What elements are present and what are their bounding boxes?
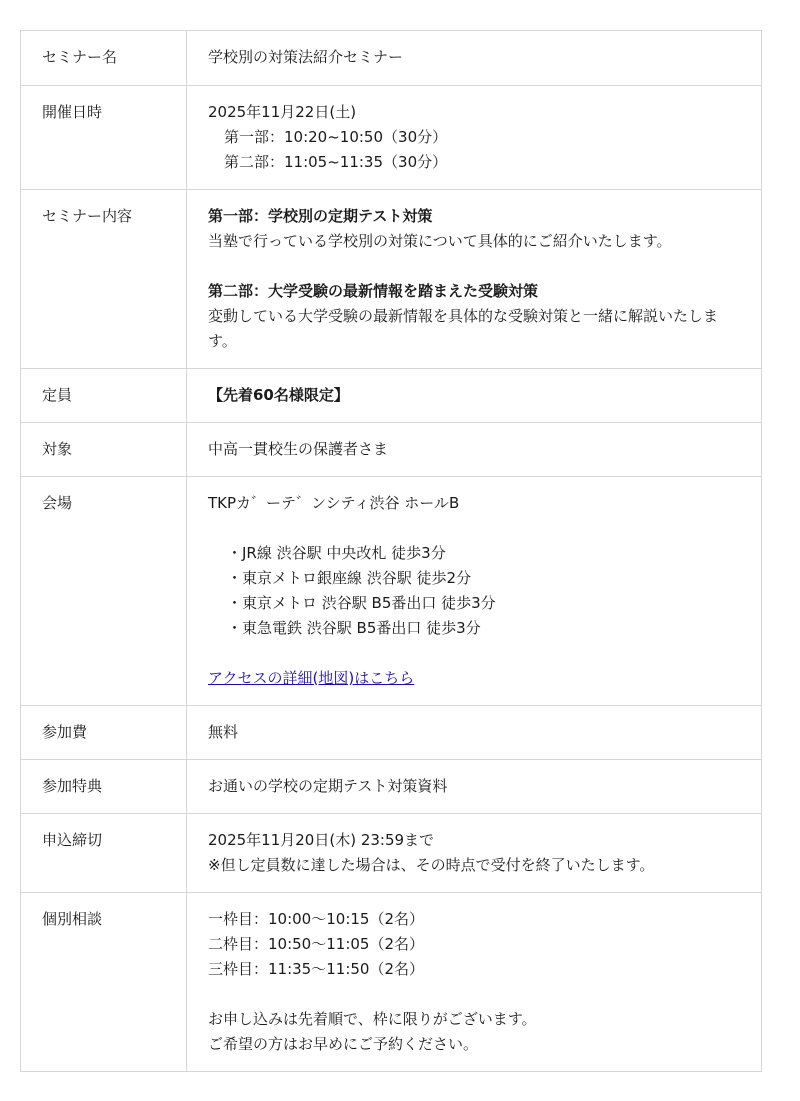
- row-bonus: [21, 760, 762, 814]
- consult-slot: 一枠目：10:00〜10:15（2名）: [208, 910, 424, 928]
- access-map-link[interactable]: アクセスの詳細(地図)はこちら: [208, 669, 415, 687]
- access-item: ・東急電鉄 渋谷駅 B5番出口 徒歩3分: [227, 619, 481, 637]
- label-target: 対象: [21, 423, 187, 477]
- consult-slot: 三枠目：11:35〜11:50（2名）: [208, 960, 424, 978]
- row-content: [21, 190, 762, 369]
- row-seminar-name: [21, 31, 762, 86]
- session-1-description: 当塾で行っている学校別の対策について具体的にご紹介いたします。: [208, 232, 672, 250]
- value-consultation: [187, 893, 762, 1072]
- session-2-description: 変動している大学受験の最新情報を具体的な受験対策と一緒に解説いたします。: [208, 307, 719, 350]
- label-content: セミナー内容: [21, 190, 187, 369]
- access-item: ・東京メトロ 渋谷駅 B5番出口 徒歩3分: [227, 594, 496, 612]
- label-seminar-name: セミナー名: [21, 31, 187, 86]
- access-item: ・東京メトロ銀座線 渋谷駅 徒歩2分: [227, 569, 472, 587]
- row-target: [21, 423, 762, 477]
- deadline-note: ※但し定員数に達した場合は、その時点で受付を終了いたします。: [208, 856, 655, 874]
- label-venue: 会場: [21, 477, 187, 706]
- venue-name: TKPカ゛ーテ゛ンシティ渋谷 ホールB: [208, 494, 460, 512]
- value-datetime: [187, 86, 762, 190]
- value-bonus: お通いの学校の定期テスト対策資料: [187, 760, 762, 814]
- label-datetime: 開催日時: [21, 86, 187, 190]
- row-venue: [21, 477, 762, 706]
- session-1-time: 第一部：10:20~10:50（30分）: [224, 128, 448, 146]
- value-content: [187, 190, 762, 369]
- session-2-title: 第二部：大学受験の最新情報を踏まえた受験対策: [208, 282, 539, 300]
- label-capacity: 定員: [21, 369, 187, 423]
- row-capacity: [21, 369, 762, 423]
- label-deadline: 申込締切: [21, 814, 187, 893]
- session-2-time: 第二部：11:05~11:35（30分）: [224, 153, 448, 171]
- access-item: ・JR線 渋谷駅 中央改札 徒歩3分: [227, 544, 446, 562]
- event-date: 2025年11月22日(土): [208, 103, 357, 121]
- row-consultation: [21, 893, 762, 1072]
- value-venue: [187, 477, 762, 706]
- row-datetime: [21, 86, 762, 190]
- value-deadline: [187, 814, 762, 893]
- value-capacity: 【先着60名様限定】: [187, 369, 762, 423]
- row-deadline: [21, 814, 762, 893]
- consult-note-2: ご希望の方はお早めにご予約ください。: [208, 1035, 479, 1053]
- deadline-date: 2025年11月20日(木) 23:59まで: [208, 831, 435, 849]
- label-fee: 参加費: [21, 706, 187, 760]
- consult-slot: 二枠目：10:50〜11:05（2名）: [208, 935, 424, 953]
- session-1-title: 第一部：学校別の定期テスト対策: [208, 207, 433, 225]
- seminar-info-table: [20, 30, 762, 1072]
- label-consultation: 個別相談: [21, 893, 187, 1072]
- label-bonus: 参加特典: [21, 760, 187, 814]
- value-target: 中高一貫校生の保護者さま: [187, 423, 762, 477]
- value-seminar-name: 学校別の対策法紹介セミナー: [187, 31, 762, 86]
- value-fee: 無料: [187, 706, 762, 760]
- row-fee: [21, 706, 762, 760]
- consult-note-1: お申し込みは先着順で、枠に限りがございます。: [208, 1010, 537, 1028]
